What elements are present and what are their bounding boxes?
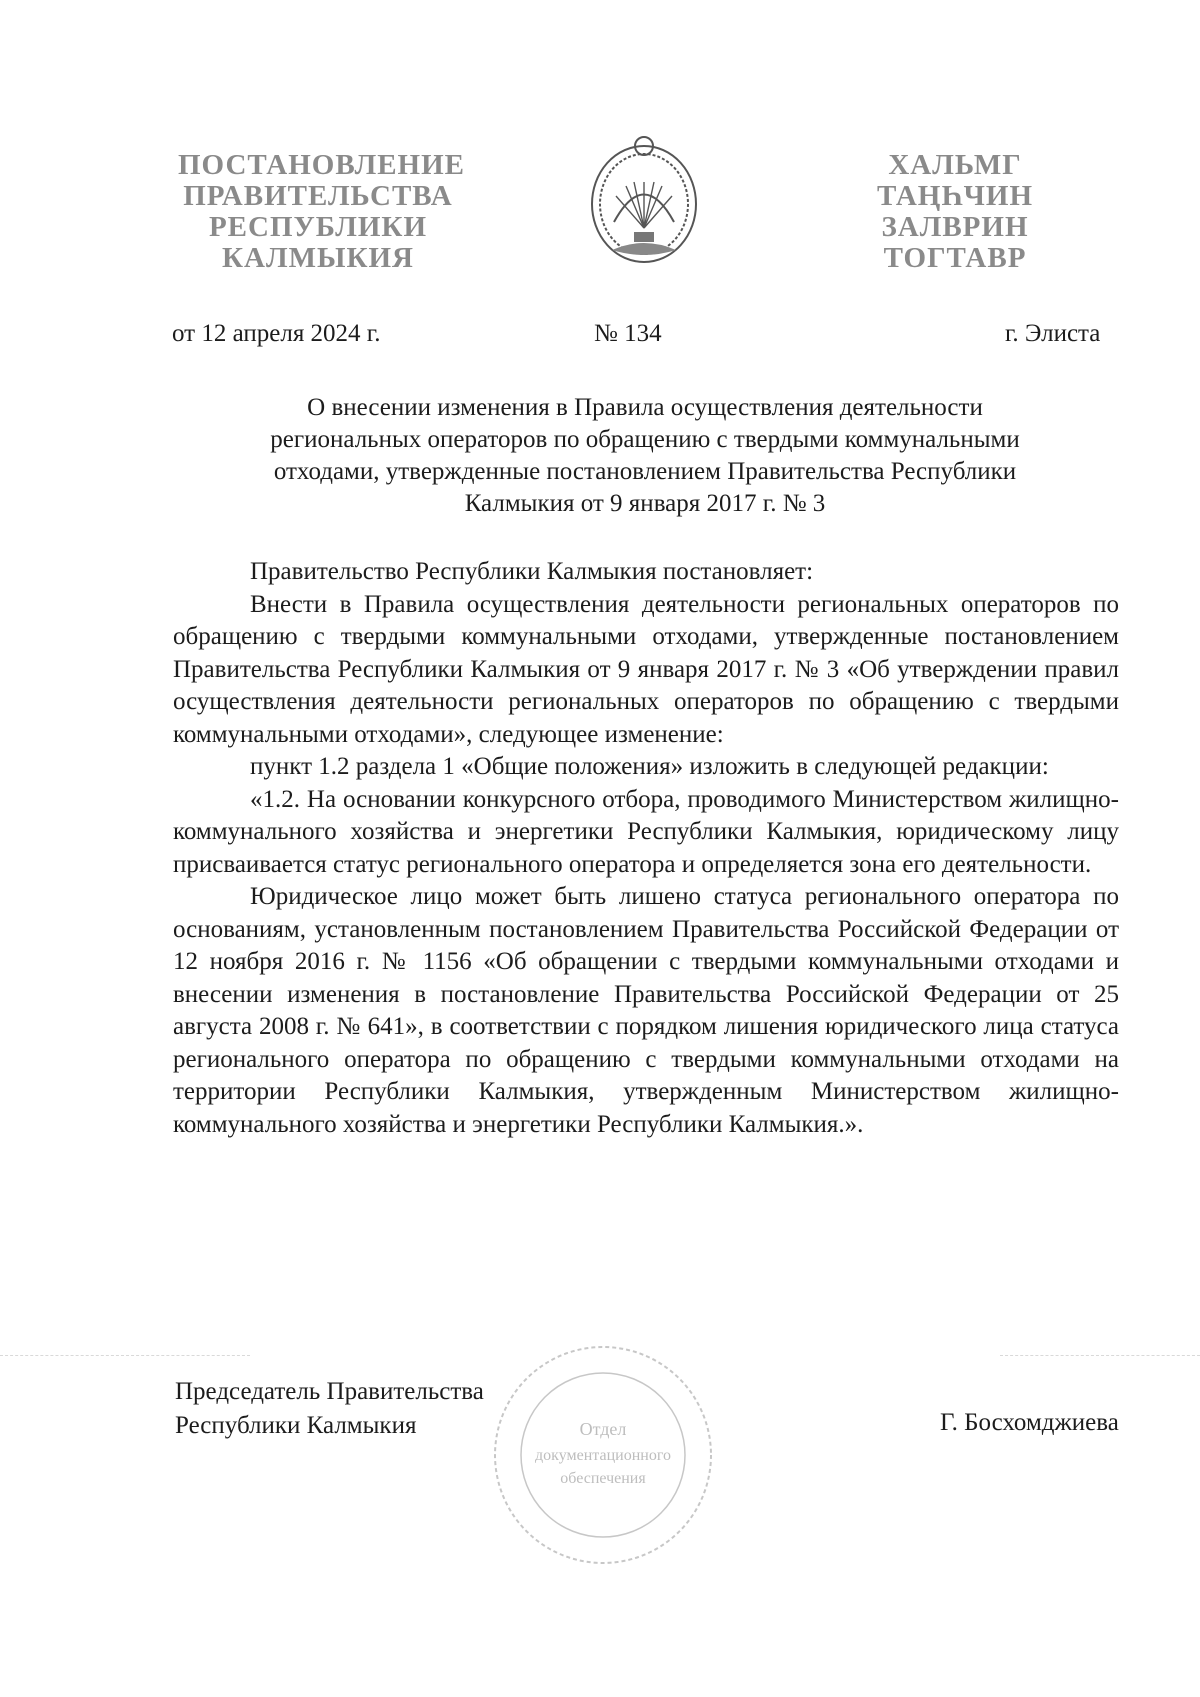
header-kalmyk-line: ТАҢҺЧИН xyxy=(876,180,1034,212)
title-line: региональных операторов по обращению с твердыми коммунальными xyxy=(270,426,1020,453)
title-line: Калмыкия от 9 января 2017 г. № 3 xyxy=(464,490,826,517)
scan-artifact xyxy=(1000,1355,1200,1358)
body-paragraph: Юридическое лицо может быть лишено статуса регионального оператора по основаниям, установленным постановлением Правительства Российской Федерации от 12 ноября 2016 г. № 1156 «Об обращении с твердыми коммунальными отходами и внесении изменения в постановление Правительства Российской Федерации от 25 августа 2008 г. № 641», в соответствии с порядком лишения юридического лица статуса регионального оператора по обращению с твердыми коммунальными отходами на территории Республики Калмыкия, утвержденным Министерством жилищно-коммунального хозяйства и энергетики Республики Калмыкия.». xyxy=(173,883,1119,1138)
title-line: О внесении изменения в Правила осуществления деятельности xyxy=(307,394,983,421)
header-russian-line: КАЛМЫКИЯ xyxy=(222,242,414,274)
body-paragraph: пункт 1.2 раздела 1 «Общие положения» изложить в следующей редакции: xyxy=(250,753,1049,780)
stamp-text: Отдел xyxy=(579,1419,627,1439)
kalmykia-emblem xyxy=(582,132,706,270)
header-russian xyxy=(178,149,466,274)
header-kalmyk-line: ХАЛЬМГ xyxy=(888,149,1022,181)
header-kalmyk-line: ЗАЛВРИН xyxy=(881,211,1029,243)
stamp-text: обеспечения xyxy=(560,1470,646,1487)
body-paragraph: «1.2. На основании конкурсного отбора, проводимого Министерством жилищно-коммунального хозяйства и энергетики Республики Калмыкия, юридическому лицу присваивается статус регионального оператора и определяется зона его деятельности. xyxy=(173,785,1119,878)
document-number: № 134 xyxy=(594,320,662,347)
title-line: отходами, утвержденные постановлением Правительства Республики xyxy=(273,458,1017,485)
document-city: г. Элиста xyxy=(1005,320,1101,347)
signatory-name: Г. Босхомджиева xyxy=(940,1409,1119,1436)
body-paragraph: Внести в Правила осуществления деятельности региональных операторов по обращению с твердыми коммунальными отходами, утвержденные постановлением Правительства Республики Калмыкия от 9 января 2017 г. № 3 «Об утверждении правил осуществления деятельности региональных операторов по обращению с твердыми коммунальными отходами», следующее изменение: xyxy=(173,590,1119,748)
stamp-text: документационного xyxy=(535,1447,671,1464)
official-stamp xyxy=(488,1340,718,1570)
document-body xyxy=(173,556,1119,1141)
signatory-position-line: Председатель Правительства xyxy=(175,1378,484,1405)
header-russian-line: ПРАВИТЕЛЬСТВА xyxy=(183,180,453,212)
scan-artifact xyxy=(0,1355,250,1358)
body-paragraph: Правительство Республики Калмыкия постановляет: xyxy=(250,558,814,585)
document-date: от 12 апреля 2024 г. xyxy=(172,320,381,347)
document-title xyxy=(170,392,1120,520)
header-kalmyk-line: ТОГТАВР xyxy=(883,242,1027,274)
header-russian-line: ПОСТАНОВЛЕНИЕ xyxy=(178,149,466,181)
signatory-position-line: Республики Калмыкия xyxy=(175,1412,417,1439)
header-kalmyk xyxy=(870,150,1040,274)
signatory-position xyxy=(175,1375,484,1443)
header-russian-line: РЕСПУБЛИКИ xyxy=(208,211,428,243)
